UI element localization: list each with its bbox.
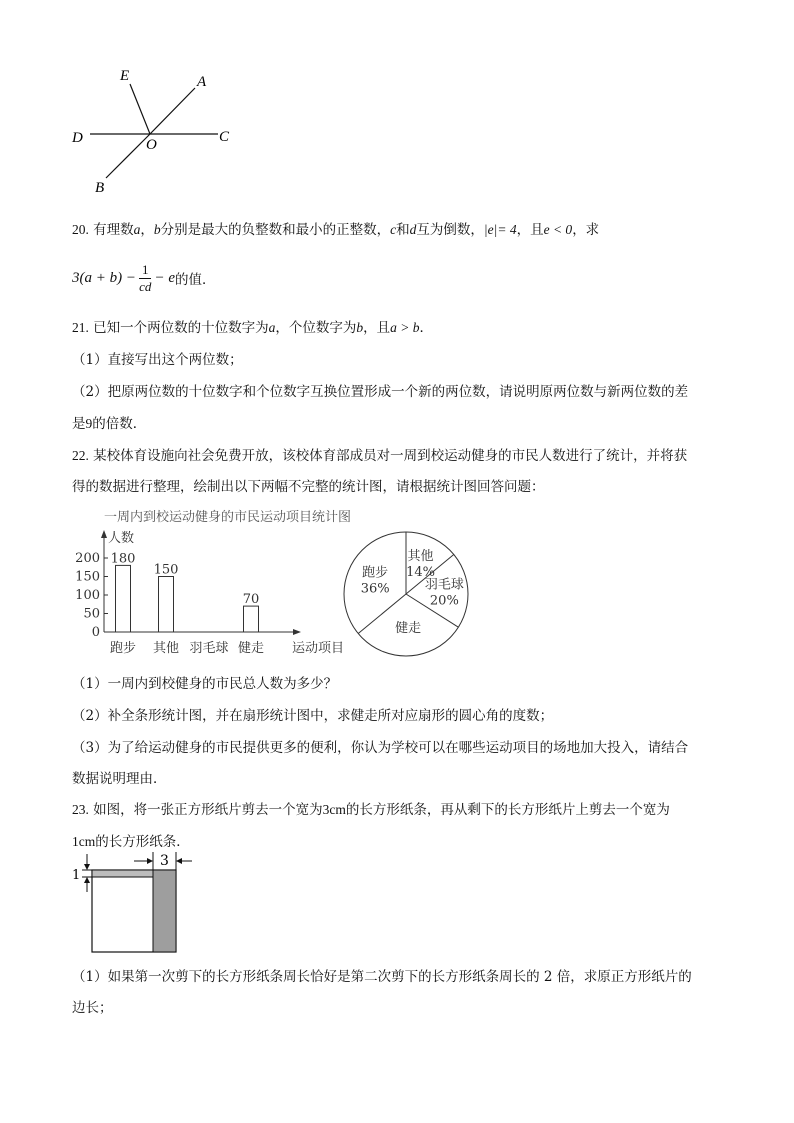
q20-expr-tail: 的值． xyxy=(175,272,216,288)
q21-sub2-line2b: 的倍数． xyxy=(92,416,147,432)
q23-w1: 3cm xyxy=(322,802,346,817)
q22-line1 xyxy=(72,444,687,464)
q22-number: 22. xyxy=(72,448,89,463)
y-tick-label: 50 xyxy=(83,606,100,622)
q21-stem-b: ，个位数字为 xyxy=(275,320,357,336)
point-B-label: B xyxy=(95,180,105,196)
q21-stem-a: 已知一个两位数的十位数字为 xyxy=(93,320,269,336)
y-tick-label: 0 xyxy=(91,625,100,640)
q20-frac-num: 1 xyxy=(139,262,152,279)
q20-expr-pre: 3(a + b) − xyxy=(72,269,136,286)
q20-text-f: ，求 xyxy=(572,222,600,238)
angle-figure xyxy=(60,60,250,200)
q21-var-b: b xyxy=(356,320,364,335)
q23-line2-text: 的长方形纸条． xyxy=(95,834,190,850)
x-tick-label: 跑步 xyxy=(109,641,137,656)
q21-sub2-line2a: 是 xyxy=(72,416,86,432)
q21-stem xyxy=(72,316,433,336)
label-3: 3 xyxy=(160,853,169,869)
y-axis-label: 人数 xyxy=(108,531,135,546)
pie-slice-label: 其他 xyxy=(407,549,434,565)
x-tick-label: 健走 xyxy=(237,641,265,656)
pie-slice-percent: 36% xyxy=(360,581,390,597)
pie-slice-label: 羽毛球 xyxy=(424,577,464,593)
q23-w2: 1cm xyxy=(72,834,96,849)
y-tick-label: 100 xyxy=(75,588,100,603)
q23-line2 xyxy=(72,830,190,850)
q20-expr-post: − e xyxy=(154,269,176,286)
label-1: 1 xyxy=(72,868,81,883)
q20-line1 xyxy=(72,218,599,238)
q20-text-b: 分别是最大的负整数和最小的正整数， xyxy=(160,222,391,238)
q22-sub2: （2）补全条形统计图，并在扇形统计图中，求健走所对应扇形的圆心角的度数； xyxy=(72,708,554,724)
q20-frac-den: cd xyxy=(139,278,152,294)
q20-fraction xyxy=(139,262,152,295)
y-tick-label: 150 xyxy=(75,569,100,585)
ray-OE xyxy=(130,84,150,134)
pie-chart xyxy=(338,530,478,660)
q21-sub2-line2 xyxy=(72,412,146,432)
x-axis-label: 运动项目 xyxy=(292,641,345,656)
x-tick-label: 其他 xyxy=(152,641,180,656)
q20-text-d: 互为倒数， xyxy=(416,222,484,238)
q22-sub3-line2: 数据说明理由． xyxy=(72,771,167,787)
q21-stem-c: ，且 xyxy=(363,320,391,336)
pie-slice-label: 健走 xyxy=(395,621,422,637)
x-tick-label: 羽毛球 xyxy=(189,641,229,656)
q20-expression xyxy=(72,258,216,298)
strip-3cm xyxy=(153,870,176,952)
q20-var-b: b xyxy=(153,222,161,237)
q20-var-d: d xyxy=(409,222,417,237)
q20-var-c: c xyxy=(390,222,397,237)
q23-line1a: 如图，将一张正方形纸片剪去一个宽为 xyxy=(93,802,323,818)
y-tick-label: 200 xyxy=(75,551,100,566)
q22-sub3-line1: （3）为了给运动健身的市民提供更多的便利，你认为学校可以在哪些运动项目的场地加大投入，请结合 xyxy=(72,740,689,756)
pie-slice-percent: 20% xyxy=(429,593,459,609)
x-axis-arrow xyxy=(293,629,301,635)
q21-sub2-nine: 9 xyxy=(85,416,93,431)
paper-figure xyxy=(68,852,198,954)
bar xyxy=(159,577,174,633)
point-D-label: D xyxy=(72,130,83,146)
q23-number: 23. xyxy=(72,802,89,817)
bar-value-label: 150 xyxy=(153,562,179,578)
q23-sub1-line2: 边长； xyxy=(72,1000,113,1016)
q20-text-a: 有理数 xyxy=(93,222,134,238)
q23-line1b: 的长方形纸条，再从剩下的长方形纸片上剪去一个宽为 xyxy=(345,802,670,818)
q20-text-e: ，且 xyxy=(516,222,544,238)
q20-abs-e: |e|= 4 xyxy=(483,222,517,237)
q23-sub1-line1: （1）如果第一次剪下的长方形纸条周长恰好是第二次剪下的长方形纸条周长的 2 倍，求原正方形纸片的 xyxy=(72,969,692,985)
q20-sep1: ， xyxy=(140,222,154,238)
bar xyxy=(244,606,259,632)
bar-chart xyxy=(70,528,350,660)
pie-slice-label: 跑步 xyxy=(362,565,389,581)
q23-line1 xyxy=(72,798,670,818)
q21-stem-d: ． xyxy=(419,320,434,336)
bar-value-label: 180 xyxy=(110,551,136,567)
chart-title: 一周内到校运动健身的市民运动项目统计图 xyxy=(104,510,352,525)
q20-cond: e < 0 xyxy=(543,222,573,237)
q21-sub2-line1: （2）把原两位数的十位数字和个位数字互换位置形成一个新的两位数，请说明原两位数与新两位数的差 xyxy=(72,384,689,400)
q20-var-a: a xyxy=(133,222,141,237)
q22-line1-text: 某校体育设施向社会免费开放，该校体育部成员对一周到校运动健身的市民人数进行了统计，并将获 xyxy=(93,448,688,464)
ray-OB xyxy=(106,134,150,178)
q20-number: 20. xyxy=(72,222,89,237)
point-C-label: C xyxy=(219,129,230,145)
q21-cond: a > b xyxy=(390,320,420,335)
q21-number: 21. xyxy=(72,320,89,335)
point-O-label: O xyxy=(146,137,157,153)
q20-text-c: 和 xyxy=(396,222,410,238)
q22-sub1: （1）一周内到校健身的市民总人数为多少？ xyxy=(72,676,338,692)
q22-line2: 得的数据进行整理，绘制出以下两幅不完整的统计图，请根据统计图回答问题： xyxy=(72,479,545,495)
bar xyxy=(116,565,131,632)
q21-sub1: （1）直接写出这个两位数； xyxy=(72,352,243,368)
bar-value-label: 70 xyxy=(242,592,260,608)
ray-OA xyxy=(150,88,195,134)
pie-slice-percent: 14% xyxy=(406,565,435,581)
point-E-label: E xyxy=(120,68,130,84)
point-A-label: A xyxy=(197,74,207,90)
y-axis-arrow xyxy=(101,530,107,538)
strip-1cm xyxy=(92,870,153,877)
q21-var-a: a xyxy=(268,320,276,335)
